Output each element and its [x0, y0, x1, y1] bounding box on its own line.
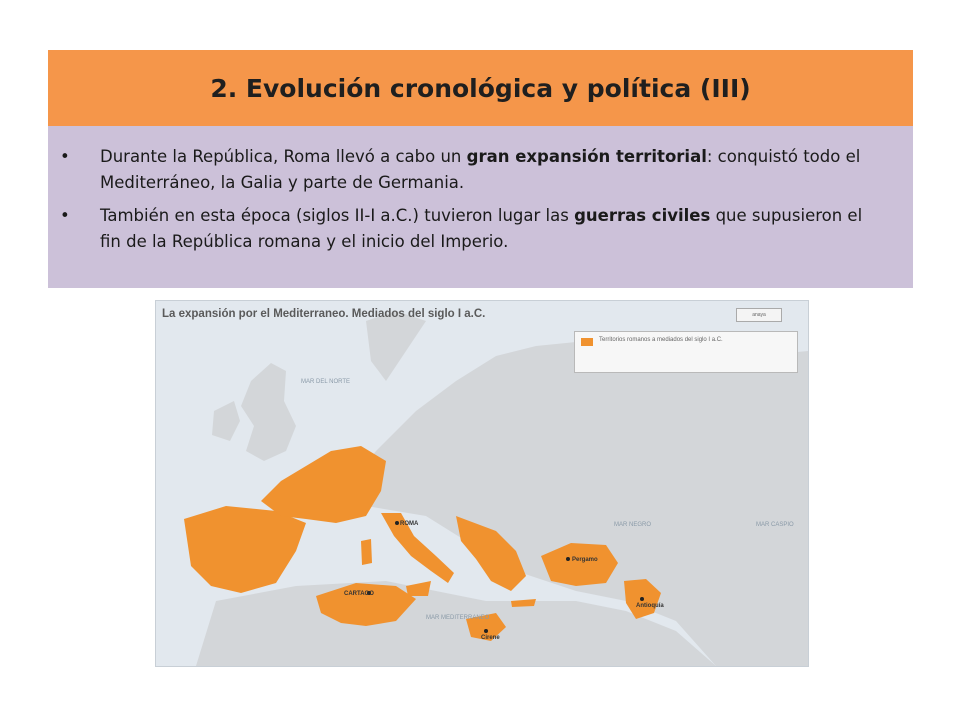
bullet-item — [60, 203, 873, 255]
city-marker-pergamo — [566, 557, 570, 561]
legend-text: Territorios romanos a mediados del siglo I a.C. — [599, 337, 723, 343]
legend-swatch — [581, 338, 593, 346]
city-marker-antioquia — [640, 597, 644, 601]
slide-title: 2. Evolución cronológica y política (III) — [210, 73, 751, 103]
map-badge: anaya — [736, 308, 782, 322]
bullet-dot-icon: • — [60, 147, 70, 166]
map-title: La expansión por el Mediterraneo. Mediados del siglo I a.C. — [162, 308, 486, 320]
city-label-pergamo: Pergamo — [572, 557, 598, 563]
city-marker-cirene — [484, 629, 488, 633]
bullet-text-bold: gran expansión territorial — [466, 147, 707, 166]
bullet-item — [60, 144, 873, 196]
sea-label-black: MAR NEGRO — [614, 522, 652, 528]
map-legend — [574, 331, 798, 373]
city-label-cirene: Cirene — [481, 635, 500, 641]
bullet-dot-icon: • — [60, 206, 70, 225]
bullet-text-pre: Durante la República, Roma llevó a cabo un — [100, 147, 467, 166]
city-marker-roma — [395, 521, 399, 525]
city-label-roma: ROMA — [400, 521, 419, 527]
bullet-list — [48, 126, 913, 255]
bullets-box — [48, 126, 913, 288]
bullet-text-post: : conquistó todo el Mediterráneo, la Galia y parte de Germania. — [100, 147, 861, 192]
roman-sardinia — [361, 539, 372, 565]
city-label-cartago: CARTAGO — [344, 591, 374, 597]
bullet-text-post: que supusieron el fin de la República romana y el inicio del Imperio. — [100, 206, 863, 251]
bullet-text-pre: También en esta época (siglos II-I a.C.) tuvieron lugar las — [100, 206, 575, 225]
city-label-antioquia: Antioquía — [636, 603, 664, 609]
expansion-map — [155, 300, 809, 667]
sea-label-caspian: MAR CASPIO — [756, 522, 794, 528]
bullet-text-bold: guerras civiles — [574, 206, 711, 225]
title-bar — [48, 50, 913, 126]
sea-label-north: MAR DEL NORTE — [301, 379, 351, 385]
sea-label-med: MAR MEDITERRANEO — [426, 615, 490, 621]
